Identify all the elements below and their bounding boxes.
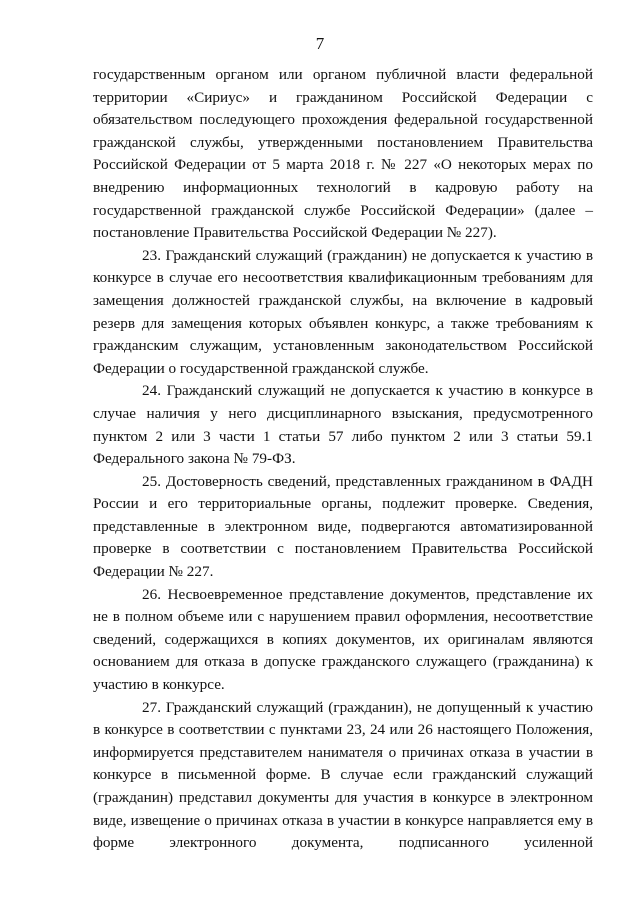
page-number: 7 [315, 34, 325, 53]
paragraph-24: 24. Гражданский служащий не допускается к участию в конкурсе в случае наличия у него дисциплинарного взыскания, предусмотренного пунктом 2 или 3 части 1 статьи 57 либо пунктом 2 или 3 статьи 59.1 Федерального закона № 79-ФЗ. [93, 382, 593, 468]
paragraph-23: 23. Гражданский служащий (гражданин) не допускается к участию в конкурсе в случае его несоответствия квалификационным требованиям для замещения должностей гражданской службы, на включение в кадровый резерв для замещения которых объявлен конкурс, а также требованиям к гражданским служащим, установленным законодательством Российской Федерации о государственной гражданской службе. [93, 246, 593, 377]
paragraph-27: 27. Гражданский служащий (гражданин), не допущенный к участию в конкурсе в соответствии с пунктами 23, 24 или 26 настоящего Положения, информируется представителем нанимателя о причинах отказа в участии в конкурсе в письменной форме. В случае если гражданский служащий (гражданин) представил документы для участия в конкурсе в электронном виде, извещение о причинах отказа в участии в конкурсе направляется ему в форме электронного документа, подписанного усиленной [93, 698, 593, 852]
document-body [93, 64, 593, 855]
paragraph-26: 26. Несвоевременное представление документов, представление их не в полном объеме или с нарушением правил оформления, несоответствие сведений, содержащихся в копиях документов, их оригиналам являются основанием для отказа в допуске гражданского служащего (гражданина) к участию в конкурсе. [93, 585, 593, 694]
paragraph-25: 25. Достоверность сведений, представленных гражданином в ФАДН России и его территориальные органы, подлежит проверке. Сведения, представленные в электронном виде, подвергаются автоматизированной проверке в соответствии с постановлением Правительства Российской Федерации № 227. [93, 472, 593, 581]
paragraph-continuation: государственным органом или органом публичной власти федеральной территории «Сириус» и гражданином Российской Федерации с обязательством последующего прохождения федеральной государственной гражданской службы, утвержденными постановлением Правительства Российской Федерации от 5 марта 2018 г. № 227 «О некоторых мерах по внедрению информационных технологий в кадровую работу на государственной гражданской службе Российской Федерации» (далее – постановление Правительства Российской Федерации № 227). [93, 66, 593, 242]
